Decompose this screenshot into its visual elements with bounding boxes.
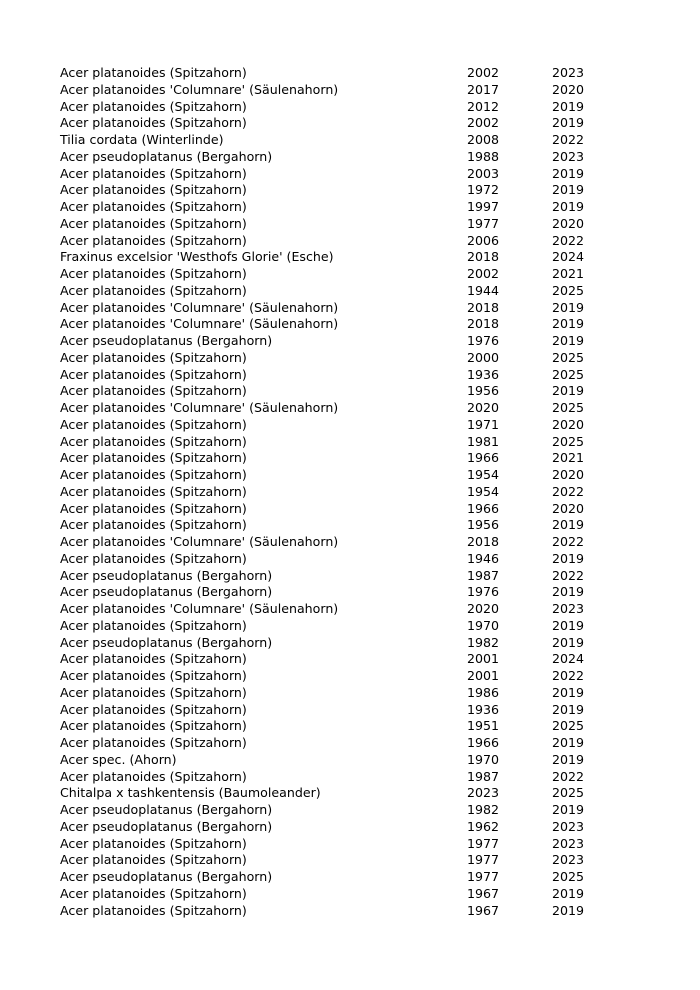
year-a-cell: 2018 <box>467 316 500 332</box>
species-cell: Acer platanoides (Spitzahorn) <box>60 500 247 516</box>
table-row <box>60 685 600 702</box>
table-row <box>60 65 600 82</box>
table-row <box>60 668 600 685</box>
year-b-cell: 2019 <box>552 617 585 633</box>
year-a-cell: 1987 <box>467 768 500 784</box>
species-cell: Acer platanoides (Spitzahorn) <box>60 282 247 298</box>
year-b-cell: 2020 <box>552 416 585 432</box>
species-cell: Acer platanoides (Spitzahorn) <box>60 852 247 868</box>
species-cell: Acer platanoides (Spitzahorn) <box>60 902 247 918</box>
year-a-cell: 1982 <box>467 802 500 817</box>
table-row <box>60 836 600 853</box>
species-cell: Acer platanoides 'Columnare' (Säulenahorn) <box>60 316 339 332</box>
table-row <box>60 584 600 601</box>
year-b-cell: 2019 <box>552 165 585 181</box>
species-cell: Acer platanoides (Spitzahorn) <box>60 232 247 248</box>
year-b-cell: 2025 <box>552 869 585 884</box>
species-cell: Acer platanoides (Spitzahorn) <box>60 416 247 432</box>
table-row <box>60 367 600 384</box>
year-a-cell: 1977 <box>467 869 500 884</box>
year-b-cell: 2019 <box>552 333 585 348</box>
species-cell: Acer pseudoplatanus (Bergahorn) <box>60 869 273 884</box>
year-b-cell: 2019 <box>552 182 585 198</box>
year-a-cell: 1988 <box>467 148 500 164</box>
year-a-cell: 1982 <box>467 634 500 650</box>
species-cell: Acer platanoides 'Columnare' (Säulenahorn) <box>60 601 339 616</box>
table-row <box>60 350 600 367</box>
species-cell: Acer platanoides (Spitzahorn) <box>60 450 247 466</box>
year-a-cell: 1966 <box>467 735 500 750</box>
year-b-cell: 2022 <box>552 668 585 683</box>
table-row <box>60 434 600 451</box>
year-a-cell: 2002 <box>467 115 500 131</box>
year-b-cell: 2022 <box>552 567 585 583</box>
species-cell: Acer platanoides (Spitzahorn) <box>60 684 247 700</box>
species-cell: Acer platanoides (Spitzahorn) <box>60 349 247 365</box>
species-cell: Acer platanoides (Spitzahorn) <box>60 433 247 449</box>
tree-list-table <box>60 65 600 919</box>
year-a-cell: 1956 <box>467 517 500 533</box>
year-b-cell: 2025 <box>552 433 585 449</box>
species-cell: Acer platanoides (Spitzahorn) <box>60 718 247 734</box>
year-a-cell: 2018 <box>467 249 500 265</box>
table-row <box>60 618 600 635</box>
year-b-cell: 2022 <box>552 483 585 499</box>
species-cell: Acer platanoides 'Columnare' (Säulenahorn) <box>60 299 339 315</box>
table-row <box>60 149 600 166</box>
year-b-cell: 2025 <box>552 282 585 298</box>
year-b-cell: 2019 <box>552 735 585 750</box>
year-b-cell: 2023 <box>552 601 585 616</box>
species-cell: Acer platanoides (Spitzahorn) <box>60 165 247 181</box>
year-a-cell: 2002 <box>467 65 500 80</box>
year-a-cell: 2018 <box>467 299 500 315</box>
year-a-cell: 1967 <box>467 902 500 918</box>
species-cell: Acer spec. (Ahorn) <box>60 751 177 767</box>
species-cell: Acer platanoides 'Columnare' (Säulenahorn) <box>60 81 339 97</box>
year-b-cell: 2019 <box>552 517 585 533</box>
table-row <box>60 517 600 534</box>
year-b-cell: 2023 <box>552 65 585 80</box>
year-a-cell: 1976 <box>467 333 500 348</box>
table-row <box>60 249 600 266</box>
year-b-cell: 2020 <box>552 81 585 97</box>
year-b-cell: 2020 <box>552 500 585 516</box>
species-cell: Acer platanoides (Spitzahorn) <box>60 668 247 683</box>
year-b-cell: 2024 <box>552 651 585 667</box>
year-b-cell: 2019 <box>552 584 585 600</box>
species-cell: Acer platanoides (Spitzahorn) <box>60 885 247 901</box>
table-row <box>60 819 600 836</box>
year-b-cell: 2019 <box>552 383 585 399</box>
species-cell: Acer platanoides (Spitzahorn) <box>60 483 247 499</box>
year-b-cell: 2019 <box>552 115 585 131</box>
table-row <box>60 199 600 216</box>
table-row <box>60 484 600 501</box>
species-cell: Acer platanoides (Spitzahorn) <box>60 266 247 281</box>
species-cell: Acer platanoides (Spitzahorn) <box>60 617 247 633</box>
species-cell: Tilia cordata (Winterlinde) <box>60 132 224 147</box>
table-row <box>60 216 600 233</box>
table-row <box>60 568 600 585</box>
table-row <box>60 182 600 199</box>
year-a-cell: 2020 <box>467 601 500 616</box>
year-b-cell: 2019 <box>552 802 585 817</box>
table-row <box>60 903 600 920</box>
year-a-cell: 2003 <box>467 165 500 181</box>
year-a-cell: 1946 <box>467 550 500 566</box>
species-cell: Acer platanoides (Spitzahorn) <box>60 115 247 131</box>
year-b-cell: 2025 <box>552 718 585 734</box>
year-b-cell: 2022 <box>552 232 585 248</box>
species-cell: Acer pseudoplatanus (Bergahorn) <box>60 802 273 817</box>
species-cell: Acer pseudoplatanus (Bergahorn) <box>60 567 273 583</box>
table-row <box>60 601 600 618</box>
year-b-cell: 2022 <box>552 768 585 784</box>
table-row <box>60 752 600 769</box>
year-b-cell: 2025 <box>552 366 585 382</box>
year-a-cell: 1977 <box>467 852 500 868</box>
year-b-cell: 2019 <box>552 98 585 114</box>
table-row <box>60 651 600 668</box>
species-cell: Acer platanoides (Spitzahorn) <box>60 550 247 566</box>
species-cell: Acer platanoides (Spitzahorn) <box>60 768 247 784</box>
species-cell: Chitalpa x tashkentensis (Baumoleander) <box>60 785 321 801</box>
table-row <box>60 233 600 250</box>
year-a-cell: 1977 <box>467 835 500 851</box>
species-cell: Fraxinus excelsior 'Westhofs Glorie' (Esche) <box>60 249 334 265</box>
year-b-cell: 2021 <box>552 450 585 466</box>
table-row <box>60 467 600 484</box>
year-b-cell: 2025 <box>552 349 585 365</box>
year-b-cell: 2019 <box>552 316 585 332</box>
table-row <box>60 769 600 786</box>
year-a-cell: 1951 <box>467 718 500 734</box>
year-a-cell: 1936 <box>467 701 500 717</box>
year-b-cell: 2022 <box>552 534 585 549</box>
table-row <box>60 417 600 434</box>
species-cell: Acer platanoides (Spitzahorn) <box>60 735 247 750</box>
species-cell: Acer platanoides (Spitzahorn) <box>60 65 247 80</box>
year-a-cell: 2012 <box>467 98 500 114</box>
species-cell: Acer platanoides (Spitzahorn) <box>60 701 247 717</box>
year-a-cell: 1966 <box>467 450 500 466</box>
year-a-cell: 1987 <box>467 567 500 583</box>
table-row <box>60 266 600 283</box>
year-b-cell: 2020 <box>552 215 585 231</box>
table-row <box>60 501 600 518</box>
species-cell: Acer platanoides (Spitzahorn) <box>60 467 247 482</box>
table-row <box>60 132 600 149</box>
table-row <box>60 785 600 802</box>
table-row <box>60 99 600 116</box>
year-a-cell: 2023 <box>467 785 500 801</box>
year-b-cell: 2019 <box>552 550 585 566</box>
table-row <box>60 886 600 903</box>
year-b-cell: 2021 <box>552 266 585 281</box>
year-b-cell: 2019 <box>552 701 585 717</box>
year-b-cell: 2019 <box>552 902 585 918</box>
year-a-cell: 2018 <box>467 534 500 549</box>
table-row <box>60 383 600 400</box>
table-row <box>60 82 600 99</box>
table-row <box>60 115 600 132</box>
table-row <box>60 300 600 317</box>
species-cell: Acer platanoides (Spitzahorn) <box>60 383 247 399</box>
year-a-cell: 1962 <box>467 818 500 834</box>
species-cell: Acer pseudoplatanus (Bergahorn) <box>60 584 273 600</box>
species-cell: Acer pseudoplatanus (Bergahorn) <box>60 333 273 348</box>
species-cell: Acer platanoides (Spitzahorn) <box>60 517 247 533</box>
year-a-cell: 2002 <box>467 266 500 281</box>
species-cell: Acer platanoides (Spitzahorn) <box>60 199 247 214</box>
year-a-cell: 2017 <box>467 81 500 97</box>
species-cell: Acer pseudoplatanus (Bergahorn) <box>60 634 273 650</box>
year-a-cell: 2001 <box>467 668 500 683</box>
species-cell: Acer platanoides (Spitzahorn) <box>60 98 247 114</box>
year-a-cell: 1936 <box>467 366 500 382</box>
table-row <box>60 333 600 350</box>
year-b-cell: 2023 <box>552 148 585 164</box>
table-row <box>60 869 600 886</box>
year-a-cell: 2001 <box>467 651 500 667</box>
year-a-cell: 1970 <box>467 751 500 767</box>
year-b-cell: 2022 <box>552 132 585 147</box>
year-b-cell: 2019 <box>552 634 585 650</box>
species-cell: Acer platanoides (Spitzahorn) <box>60 835 247 851</box>
year-a-cell: 1981 <box>467 433 500 449</box>
year-a-cell: 1944 <box>467 282 500 298</box>
year-a-cell: 1967 <box>467 885 500 901</box>
table-row <box>60 718 600 735</box>
year-a-cell: 2020 <box>467 400 500 415</box>
table-row <box>60 735 600 752</box>
year-b-cell: 2020 <box>552 467 585 482</box>
year-a-cell: 2006 <box>467 232 500 248</box>
species-cell: Acer platanoides (Spitzahorn) <box>60 182 247 198</box>
table-row <box>60 702 600 719</box>
table-row <box>60 551 600 568</box>
table-row <box>60 852 600 869</box>
year-b-cell: 2023 <box>552 852 585 868</box>
table-row <box>60 534 600 551</box>
species-cell: Acer platanoides (Spitzahorn) <box>60 215 247 231</box>
year-b-cell: 2023 <box>552 818 585 834</box>
table-row <box>60 283 600 300</box>
year-a-cell: 1966 <box>467 500 500 516</box>
species-cell: Acer platanoides (Spitzahorn) <box>60 651 247 667</box>
year-a-cell: 1972 <box>467 182 500 198</box>
species-cell: Acer pseudoplatanus (Bergahorn) <box>60 148 273 164</box>
year-a-cell: 1997 <box>467 199 500 214</box>
table-row <box>60 635 600 652</box>
year-b-cell: 2019 <box>552 299 585 315</box>
species-cell: Acer platanoides 'Columnare' (Säulenahorn) <box>60 534 339 549</box>
year-b-cell: 2019 <box>552 885 585 901</box>
year-b-cell: 2023 <box>552 835 585 851</box>
year-a-cell: 1954 <box>467 467 500 482</box>
year-a-cell: 1970 <box>467 617 500 633</box>
year-a-cell: 2000 <box>467 349 500 365</box>
year-b-cell: 2024 <box>552 249 585 265</box>
year-a-cell: 1954 <box>467 483 500 499</box>
year-a-cell: 1976 <box>467 584 500 600</box>
species-cell: Acer platanoides 'Columnare' (Säulenahorn) <box>60 400 339 415</box>
table-row <box>60 166 600 183</box>
table-row <box>60 802 600 819</box>
year-a-cell: 2008 <box>467 132 500 147</box>
year-b-cell: 2025 <box>552 400 585 415</box>
year-a-cell: 1956 <box>467 383 500 399</box>
year-a-cell: 1977 <box>467 215 500 231</box>
year-b-cell: 2019 <box>552 751 585 767</box>
table-row <box>60 400 600 417</box>
year-a-cell: 1971 <box>467 416 500 432</box>
year-b-cell: 2019 <box>552 684 585 700</box>
year-b-cell: 2019 <box>552 199 585 214</box>
species-cell: Acer pseudoplatanus (Bergahorn) <box>60 818 273 834</box>
table-row <box>60 450 600 467</box>
species-cell: Acer platanoides (Spitzahorn) <box>60 366 247 382</box>
year-b-cell: 2025 <box>552 785 585 801</box>
year-a-cell: 1986 <box>467 684 500 700</box>
table-row <box>60 316 600 333</box>
